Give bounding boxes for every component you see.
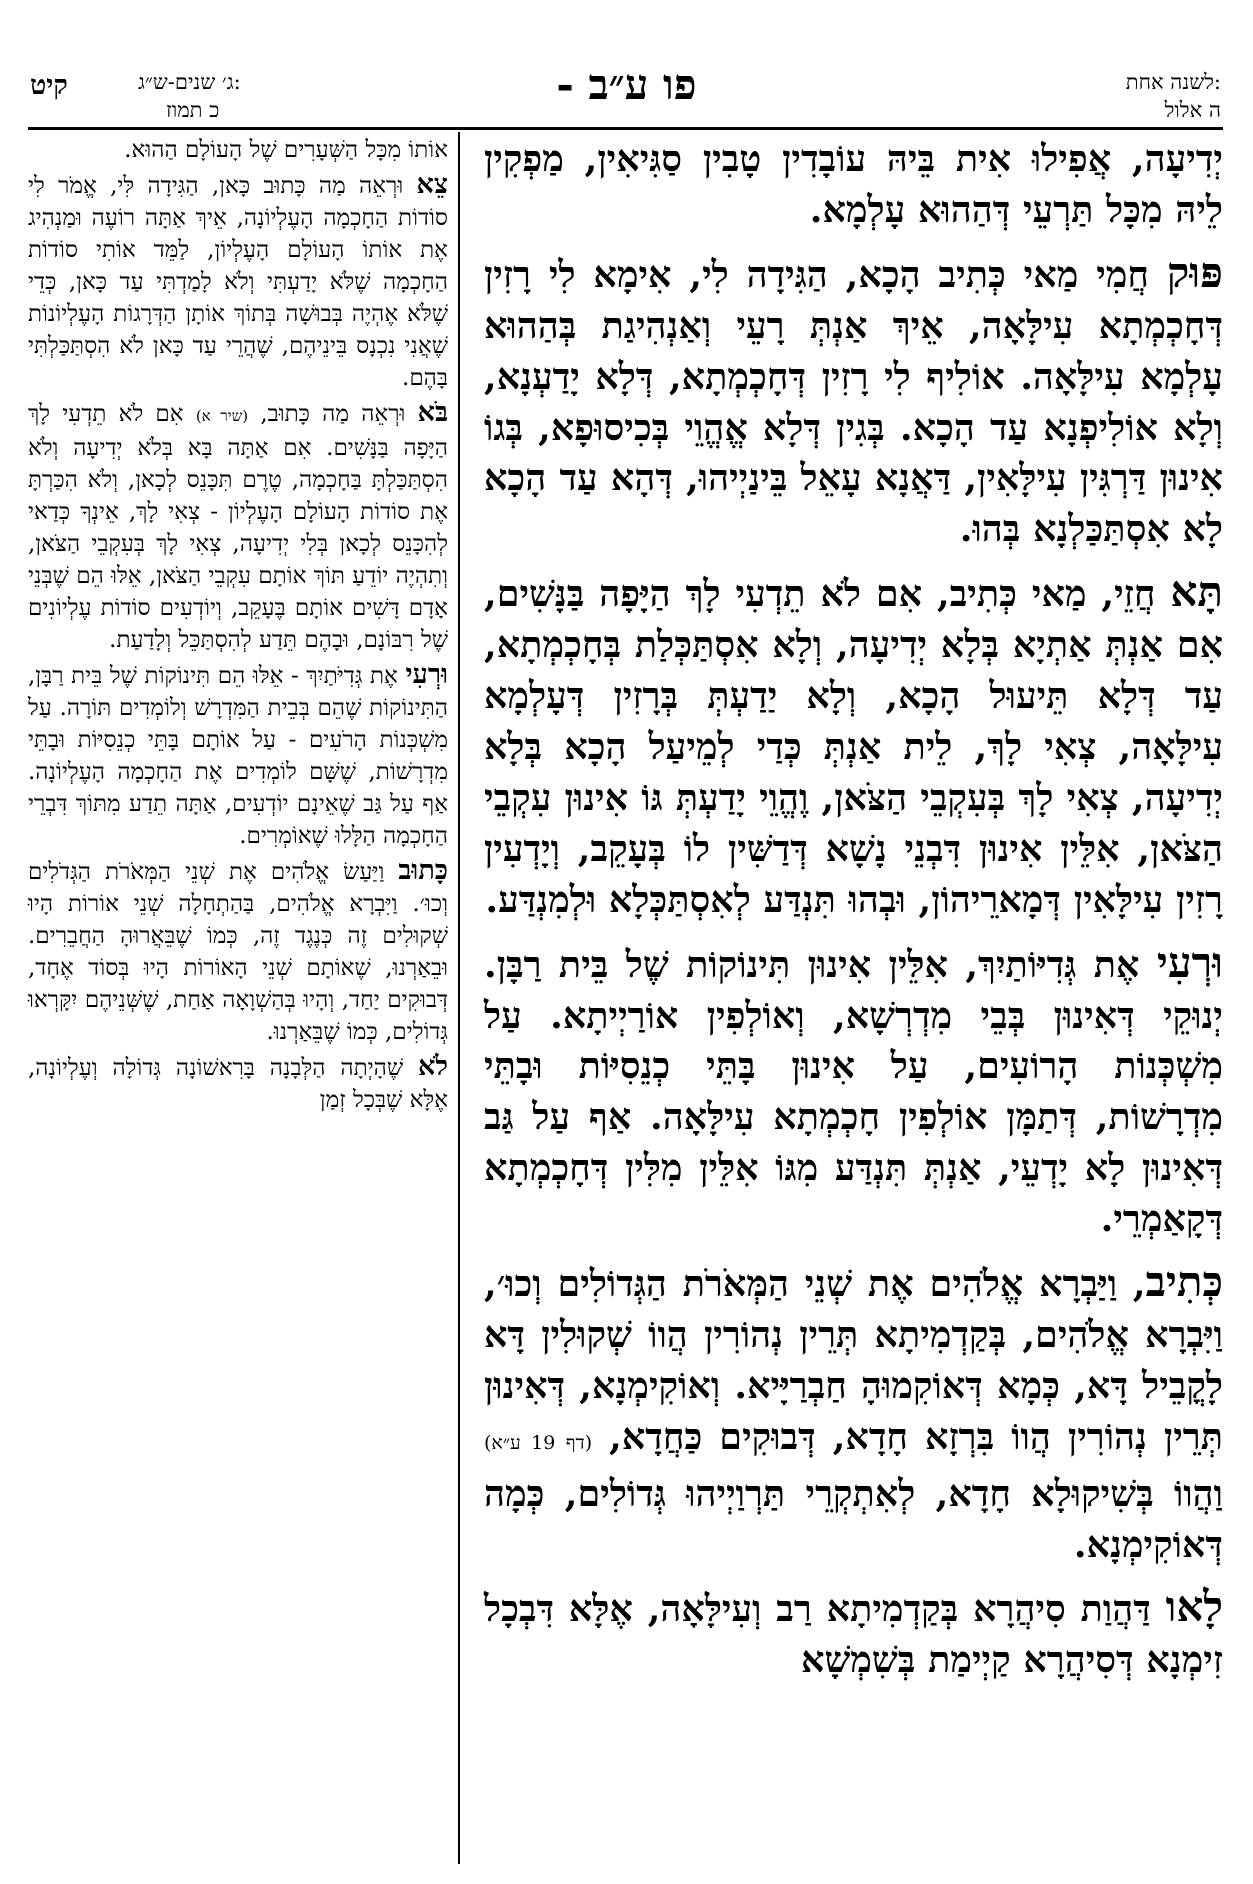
column-divider (458, 132, 460, 1864)
main-paragraph (484, 134, 1223, 236)
main-text: דַּהֲוַת סִיהֲרָא בְּקַדְמִיתָא רַב וְעִילָּאָה, אֶלָּא דִּבְכָל זִימְנָא דְּסִיהֲרָא קַיְימַת בְּשִׁמְשָׁא (484, 1587, 1223, 1682)
side-translation-column (28, 134, 448, 1119)
opening-word: לֹא (418, 1051, 448, 1082)
side-text: שֶׁהָיְתָה הַלְּבָנָה בָּרִאשׁוֹנָה גְּדוֹלָה וְעֶלְיוֹנָה, אֶלָּא שֶׁבְּכָל זְמַן (28, 1055, 448, 1113)
main-text: יְדִיעָה, אֲפִילוּ אִית בֵּיהּ עוֹבָדִין טָבִין סַגִּיאִין, מַפְקִין לֵיהּ מִכָּל תַּרְעֵי דְּהַהוּא עָלְמָא. (484, 137, 1223, 231)
header-page-number: קיט (30, 70, 68, 101)
side-paragraph (28, 169, 448, 394)
side-text: וּרְאֵה מַה כָּתוּב כָּאן, הַגִּידָה לִּי, אֱמֹר לִי סוֹדוֹת הַחָכְמָה הָעֶלְיוֹנָה, אֵיךְ אַתָּה רוֹעֶה וּמַנְהִיג אֶת אוֹתוֹ הָעוֹלָם הָעֶלְיוֹן, לַמֵּד אוֹתִי סוֹדוֹת הַחָכְמָה שֶׁלֹּא יָדַעְתִּי וְלֹא לָמַדְתִּי עַד כָּאן, כְּדֵי שֶׁלֹּא אֶהְיֶה בְּבוּשָׁה בְּתוֹךְ אוֹתָן הַדְּרָגוֹת הָעֶלְיוֹנוֹת שֶׁאֲנִי נִכְנָס בֵּינֵיהֶם, שֶׁהֲרֵי עַד כָּאן לֹא הִסְתַּכַּלְתִּי בָּהֶם. (28, 173, 448, 391)
main-paragraph (484, 567, 1223, 925)
page-reference: (דף 19 ע״א) (484, 1431, 593, 1454)
main-text: אֶת גְּדִיּוֹתַיִךְ, אִלֵּין אִינוּן תִּינוֹקוֹת שֶׁל בֵּית רַבָּן. יְנוּקֵי דְּאִינוּן בְּבֵי מִדְרְשָׁא, וְאוֹלְפִין אוֹרַיְיתָא. עַל מִשְׁכְּנוֹת הָרוֹעִים, עַל אִינוּן בָּתֵּי כְנֵסִיּוֹת וּבָתֵּי מִדְרָשׁוֹת, דְּתַמָּן אוֹלְפִין חָכְמְתָא עִילָּאָה. אַף עַל גַּב דְּאִינוּן לָא יָדְעֵי, אַנְתְּ תִּנְדַּע מִגּוֹ אִלֵּין מִלִּין דְּחָכְמְתָא דְּקָאַמְרֵי. (484, 942, 1223, 1241)
main-text: , וַיַּבְרָא אֱלֹהִים אֶת שְׁנֵי הַמְּאֹרֹת הַגְּדוֹלִים וְכוּ׳, וַיִּבְרָא אֱלֹהִים, בְּקַדְמִיתָא תְּרֵין נְהוֹרִין הֲווֹ שְׁקוּלִין דָּא לָקֳבֵיל דָּא, כְּמָא דְּאוֹקִמוּהָ חַבְרַיָּיא. וְאוֹקִימְנָא, דְּאִינוּן תְּרֵין נְהוֹרִין הֲווֹ בִּרְזָא חָדָא, דְּבוּקִים כַּחֲדָא, (484, 1262, 1223, 1458)
side-paragraph (28, 855, 448, 1048)
main-text: וַהֲווֹ בְּשִׁיקוּלָא חָדָא, לְאִתְקְרֵי תַּרְוַיְיהוּ גְּדוֹלִים, כְּמָה דְּאוֹקִימְנָא. (484, 1471, 1223, 1566)
side-text: אִם לֹא תֵדְעִי לָךְ הַיָּפָה בַּנָּשִׁים. אִם אַתָּה בָּא בְּלֹא יְדִיעָה וְלֹא הִסְתַּכַּלְתָּ בַּחָכְמָה, טֶרֶם תִּכָּנֵס לְכָאן, וְלֹא הִכַּרְתָּ אֶת סוֹדוֹת הָעוֹלָם הָעֶלְיוֹן - צְאִי לָךְ, אֵינְךָ כְּדַאי לְהִכָּנֵס לְכָאן בְּלִי יְדִיעָה, צְאִי לָךְ בְּעִקְבֵי הַצֹּאן, וְתִהְיֶה יוֹדֵעַ תּוֹךְ אוֹתָם עִקְבֵי הַצֹּאן, אֵלּוּ הֵם שֶׁבְּנֵי אָדָם דָּשִׁים אוֹתָם בֶּעָקֵב, וְיוֹדְעִים סוֹדוֹת עֶלְיוֹנִים שֶׁל רִבּוֹנָם, וּבָהֶם תֵּדַע לְהִסְתַּכֵּל וְלָדַעַת. (28, 401, 448, 653)
opening-word: כְּתִיב (1145, 1257, 1223, 1307)
main-paragraph (484, 1257, 1223, 1570)
side-text: וּרְאֵה מַה כָּתוּב, (248, 401, 418, 427)
verse-reference: (שיר א) (195, 407, 249, 425)
opening-word: וּרְעִי (1156, 937, 1223, 987)
header-cycle-three-years: ג׳ שנים-ש״ג: (138, 70, 241, 94)
main-text: חֲזֵי, מַאי כְּתִיב, אִם לֹא תֵדְעִי לָךְ הַיָּפָה בַּנָּשִׁים, אִם אַנְתְּ אַתְיָא בְּלָא יְדִיעָה, וְלָא אִסְתַּכְּלַת בְּחָכְמְתָא, עַד דְּלָא תֵּיעוּל הָכָא, וְלָא יַדַעְתְּ בְּרָזִין דְּעָלְמָא עִילָּאָה, צְאִי לָךְ, לֵית אַנְתְּ כְּדַי לְמֵיעַל הָכָא בְּלָא יְדִיעָה, צְאִי לָךְ בְּעִקְבֵי הַצֹּאן, וֶהֱוֵי יָדַעְתְּ גּוֹ אִינוּן עִקְבֵי הַצֹּאן, אִלֵּין אִינוּן דִּבְנֵי נָשָׁא דְּדַשִּׁין לוֹ בְּעָקֵב, וְיָדְעִין רָזִין עִילָּאִין דְּמָארֵיהוֹן, וּבְהוּ תִּנְדַּע לְאִסְתַּכְּלָא וּלְמִנְדַּע. (484, 572, 1223, 921)
opening-word: לָאו (1165, 1582, 1223, 1632)
side-text: אוֹתוֹ מִכָּל הַשְּׁעָרִים שֶׁל הָעוֹלָם הַהוּא. (124, 137, 448, 163)
side-paragraph (28, 659, 448, 852)
side-paragraph (28, 1051, 448, 1116)
opening-word: כָּתוּב (398, 855, 448, 886)
main-text: חֲמִי מַאי כְּתִיב הָכָא, הַגִּידָה לִי, אִימָא לִי רָזִין דְּחָכְמְתָא עִילָּאָה, אֵיךְ אַנְתְּ רָעֵי וְאַנְהִיגַת בְּהַהוּא עָלְמָא עִילָּאָה. אוֹלִיף לִי רָזִין דְּחָכְמְתָא, דְּלָא יָדַעְנָא, וְלָא אוֹלִיפְנָא עַד הָכָא. בְּגִין דְּלָא אֱהֱוֵי בְּכִיסוּפָא, בְּגוֹ אִינוּן דַּרְגִּין עִילָּאִין, דַּאֲנָא עָאֵל בֵּינַיְיהוּ, דְּהָא עַד הָכָא לָא אִסְתַּכַּלְנָא בְּהוּ. (484, 252, 1223, 551)
side-paragraph (28, 397, 448, 656)
main-aramaic-column (484, 134, 1223, 1698)
side-text: אֶת גְּדִיֹּתַיִךְ - אֵלּוּ הֵם תִּינוֹקוֹת שֶׁל בֵּית רַבָּן, הַתִּינוֹקוֹת שֶׁהֵם בְּבֵית הַמִּדְרָשׁ וְלוֹמְדִים תּוֹרָה. עַל מִשְׁכְּנוֹת הָרֹעִים - עַל אוֹתָם בָּתֵּי כְנֵסִיּוֹת וּבָתֵּי מִדְרָשׁוֹת, שֶׁשָּׁם לוֹמְדִים אֶת הַחָכְמָה הָעֶלְיוֹנָה. אַף עַל גַּב שֶׁאֵינָם יוֹדְעִים, אַתָּה תֵדַע מִתּוֹךְ דִּבְרֵי הַחָכְמָה הַלָּלוּ שֶׁאוֹמְרִים. (28, 663, 448, 849)
main-paragraph (484, 938, 1223, 1245)
opening-word: בֹּא (417, 397, 449, 428)
header-date-elul: ה אלול (1164, 98, 1221, 122)
header-date-tammuz: כ תמוז (166, 98, 220, 122)
opening-word: וּרְעִי (405, 659, 448, 690)
side-paragraph (28, 134, 448, 166)
header-divider (28, 127, 1223, 130)
header-folio-title: - פו ע״ב (556, 60, 697, 109)
opening-word: צֵא (416, 169, 448, 200)
opening-word: פּוּק (1166, 247, 1223, 297)
header-cycle-one-year: לשנה אחת: (1125, 70, 1221, 94)
main-paragraph (484, 248, 1223, 555)
opening-word: תָּא (1170, 567, 1223, 617)
side-text: וַיַּעַשׂ אֱלֹהִים אֶת שְׁנֵי הַמְּאֹרֹת הַגְּדֹלִים וְכוּ׳. וַיִּבְרָא אֱלֹהִים, בַּהַתְחָלָה שְׁנֵי אוֹרוֹת הָיוּ שְׁקוּלִים זֶה כְּנֶגֶד זֶה, כְּמוֹ שֶׁבֵּאֲרוּהָ הַחֲבֵרִים. וּבֵאַרְנוּ, שֶׁאוֹתָם שְׁנֵי הָאוֹרוֹת הָיוּ בְּסוֹד אֶחָד, דְּבוּקִים יַחַד, וְהָיוּ בְּהַשְׁוָאָה אַחַת, שֶׁשְּׁנֵיהֶם יִקָּרְאוּ גְּדוֹלִים, כְּמוֹ שֶׁבֵּאַרְנוּ. (28, 859, 448, 1045)
main-paragraph (484, 1582, 1223, 1686)
